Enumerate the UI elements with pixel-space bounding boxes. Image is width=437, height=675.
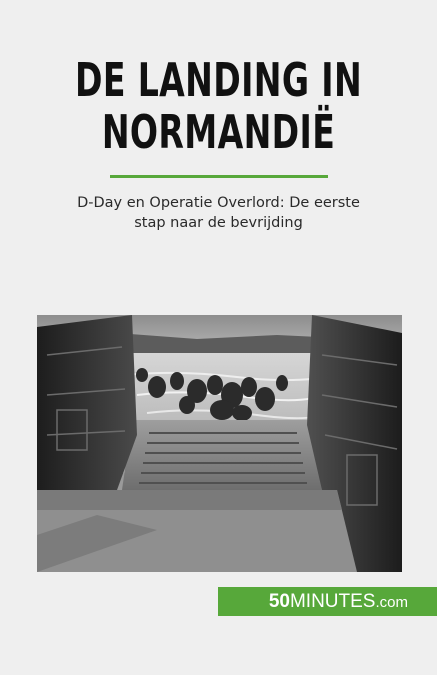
book-subtitle xyxy=(40,193,397,233)
title-divider xyxy=(110,175,328,178)
logo-domain: .com xyxy=(375,594,408,611)
publisher-logo xyxy=(269,590,408,614)
subtitle-line-2: stap naar de bevrijding xyxy=(134,215,303,231)
title-line-1: DE LANDING IN xyxy=(74,53,363,107)
publisher-logo-band xyxy=(218,587,437,616)
book-title xyxy=(61,54,376,158)
cover-photo-landing-craft xyxy=(37,315,402,572)
title-line-2: NORMANDIË xyxy=(101,105,336,159)
logo-number: 50 xyxy=(268,591,290,612)
subtitle-line-1: D-Day en Operatie Overlord: De eerste xyxy=(77,195,360,211)
logo-word: MINUTES xyxy=(289,591,376,612)
